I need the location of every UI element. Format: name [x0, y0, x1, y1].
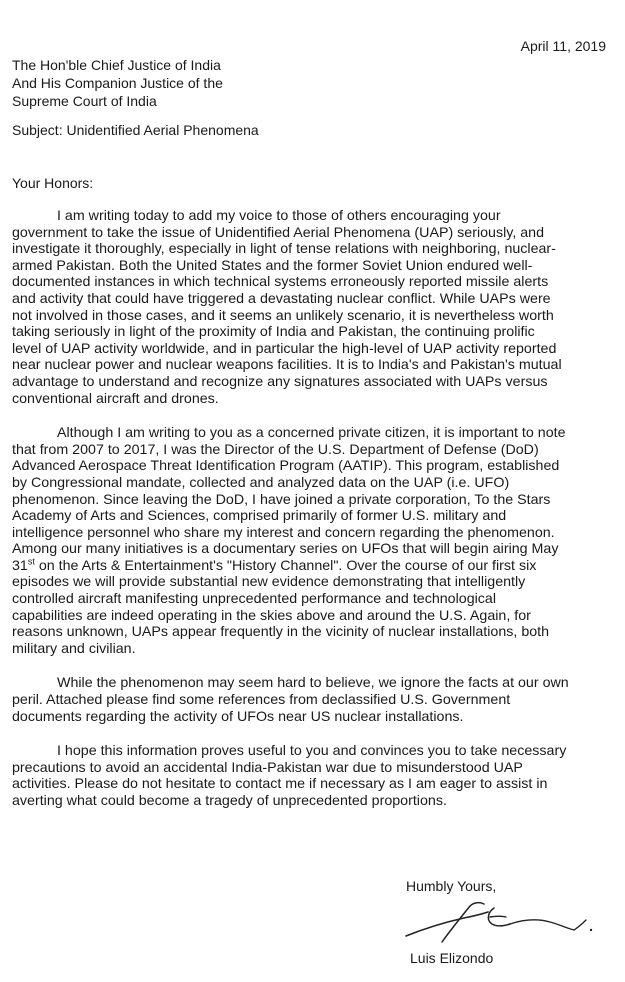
text-line: averting what could become a tragedy of unprecedented proportions.: [12, 793, 447, 809]
letter-date: April 11, 2019: [520, 38, 606, 54]
signer-name: Luis Elizondo: [410, 950, 494, 966]
paragraph-2: [12, 425, 617, 657]
text-line: conventional aircraft and drones.: [12, 390, 219, 407]
paragraph-3: [12, 675, 617, 725]
text-line-rest: on the Arts & Entertainment's "History Channel". Over the course of our first six: [34, 557, 537, 574]
text-line: While the phenomenon may seem hard to believe, we ignore the facts at our own: [57, 675, 569, 692]
text-line: episodes we will provide substantial new evidence demonstrating that intelligently: [12, 574, 526, 591]
recipient-line: The Hon'ble Chief Justice of India: [12, 57, 221, 73]
text-line: advantage to understand and recognize any signatures associated with UAPs versus: [12, 373, 548, 390]
text-line: near nuclear power and nuclear weapons facilities. It is to India's and Pakistan's mutual: [12, 357, 562, 374]
closing: Humbly Yours,: [406, 878, 497, 894]
text-line: taking seriously in light of the proximity of India and Pakistan, the continuing prolific: [12, 324, 535, 341]
text-line: controlled aircraft manifesting unprecedented performance and technological: [12, 591, 496, 608]
text-line: documents regarding the activity of UFOs near US nuclear installations.: [12, 708, 464, 725]
text-line: investigate it thoroughly, especially in light of tense relations with neighboring, nuclear-: [12, 241, 556, 258]
salutation: Your Honors:: [12, 175, 94, 191]
text-line: and activity that could have triggered a devastating nuclear conflict. While UAPs were: [12, 290, 551, 307]
text-line: documented instances in which technical systems erroneously reported missile alerts: [12, 274, 549, 291]
paragraph-1: [12, 208, 617, 407]
text-line: Among our many initiatives is a documentary series on UFOs that will begin airing May: [12, 541, 559, 558]
text-line: armed Pakistan. Both the United States and the former Soviet Union endured well-: [12, 257, 533, 274]
paragraph-4: [12, 743, 617, 809]
text-line: I am writing today to add my voice to those of others encouraging your: [57, 208, 501, 224]
text-line: phenomenon. Since leaving the DoD, I have joined a private corporation, To the Stars: [12, 491, 551, 508]
text-line: capabilities are indeed operating in the skies above and around the U.S. Again, for: [12, 607, 531, 624]
text-line: activities. Please do not hesitate to contact me if necessary as I am eager to assist in: [12, 776, 548, 793]
signature: [398, 898, 608, 948]
text-line: precautions to avoid an accidental India-Pakistan war due to misunderstood UAP: [12, 759, 523, 776]
letter-body: [12, 208, 617, 828]
subject-line: Subject: Unidentified Aerial Phenomena: [12, 122, 259, 138]
date-day: 31: [12, 557, 28, 574]
text-line: I hope this information proves useful to you and convinces you to take necessary: [57, 743, 567, 760]
text-line: that from 2007 to 2017, I was the Director of the U.S. Department of Defense (DoD): [12, 441, 539, 458]
text-line: not involved in those cases, and it seems an unlikely scenario, it is nevertheless worth: [12, 307, 554, 324]
text-line: peril. Attached please find some references from declassified U.S. Government: [12, 692, 511, 709]
text-line: Advanced Aerospace Threat Identification Program (AATIP). This program, established: [12, 458, 560, 475]
recipient-address: [12, 56, 223, 110]
text-line: intelligence personnel who share my interest and concern regarding the phenomenon.: [12, 524, 555, 541]
text-line-with-superscript: [12, 558, 617, 575]
text-line: level of UAP activity worldwide, and in particular the high-level of UAP activity reported: [12, 340, 557, 357]
text-line: Although I am writing to you as a concerned private citizen, it is important to note: [57, 425, 566, 442]
text-line: reasons unknown, UAPs appear frequently in the vicinity of nuclear installations, both: [12, 624, 550, 641]
text-line: by Congressional mandate, collected and analyzed data on the UAP (i.e. UFO): [12, 474, 510, 491]
recipient-line: Supreme Court of India: [12, 93, 157, 109]
text-line: military and civilian.: [12, 640, 136, 657]
ordinal-suffix: st: [27, 556, 35, 567]
text-line: government to take the issue of Unidentified Aerial Phenomena (UAP) seriously, and: [12, 224, 545, 241]
recipient-line: And His Companion Justice of the: [12, 75, 223, 91]
text-line: Academy of Arts and Sciences, comprised primarily of former U.S. military and: [12, 508, 507, 525]
